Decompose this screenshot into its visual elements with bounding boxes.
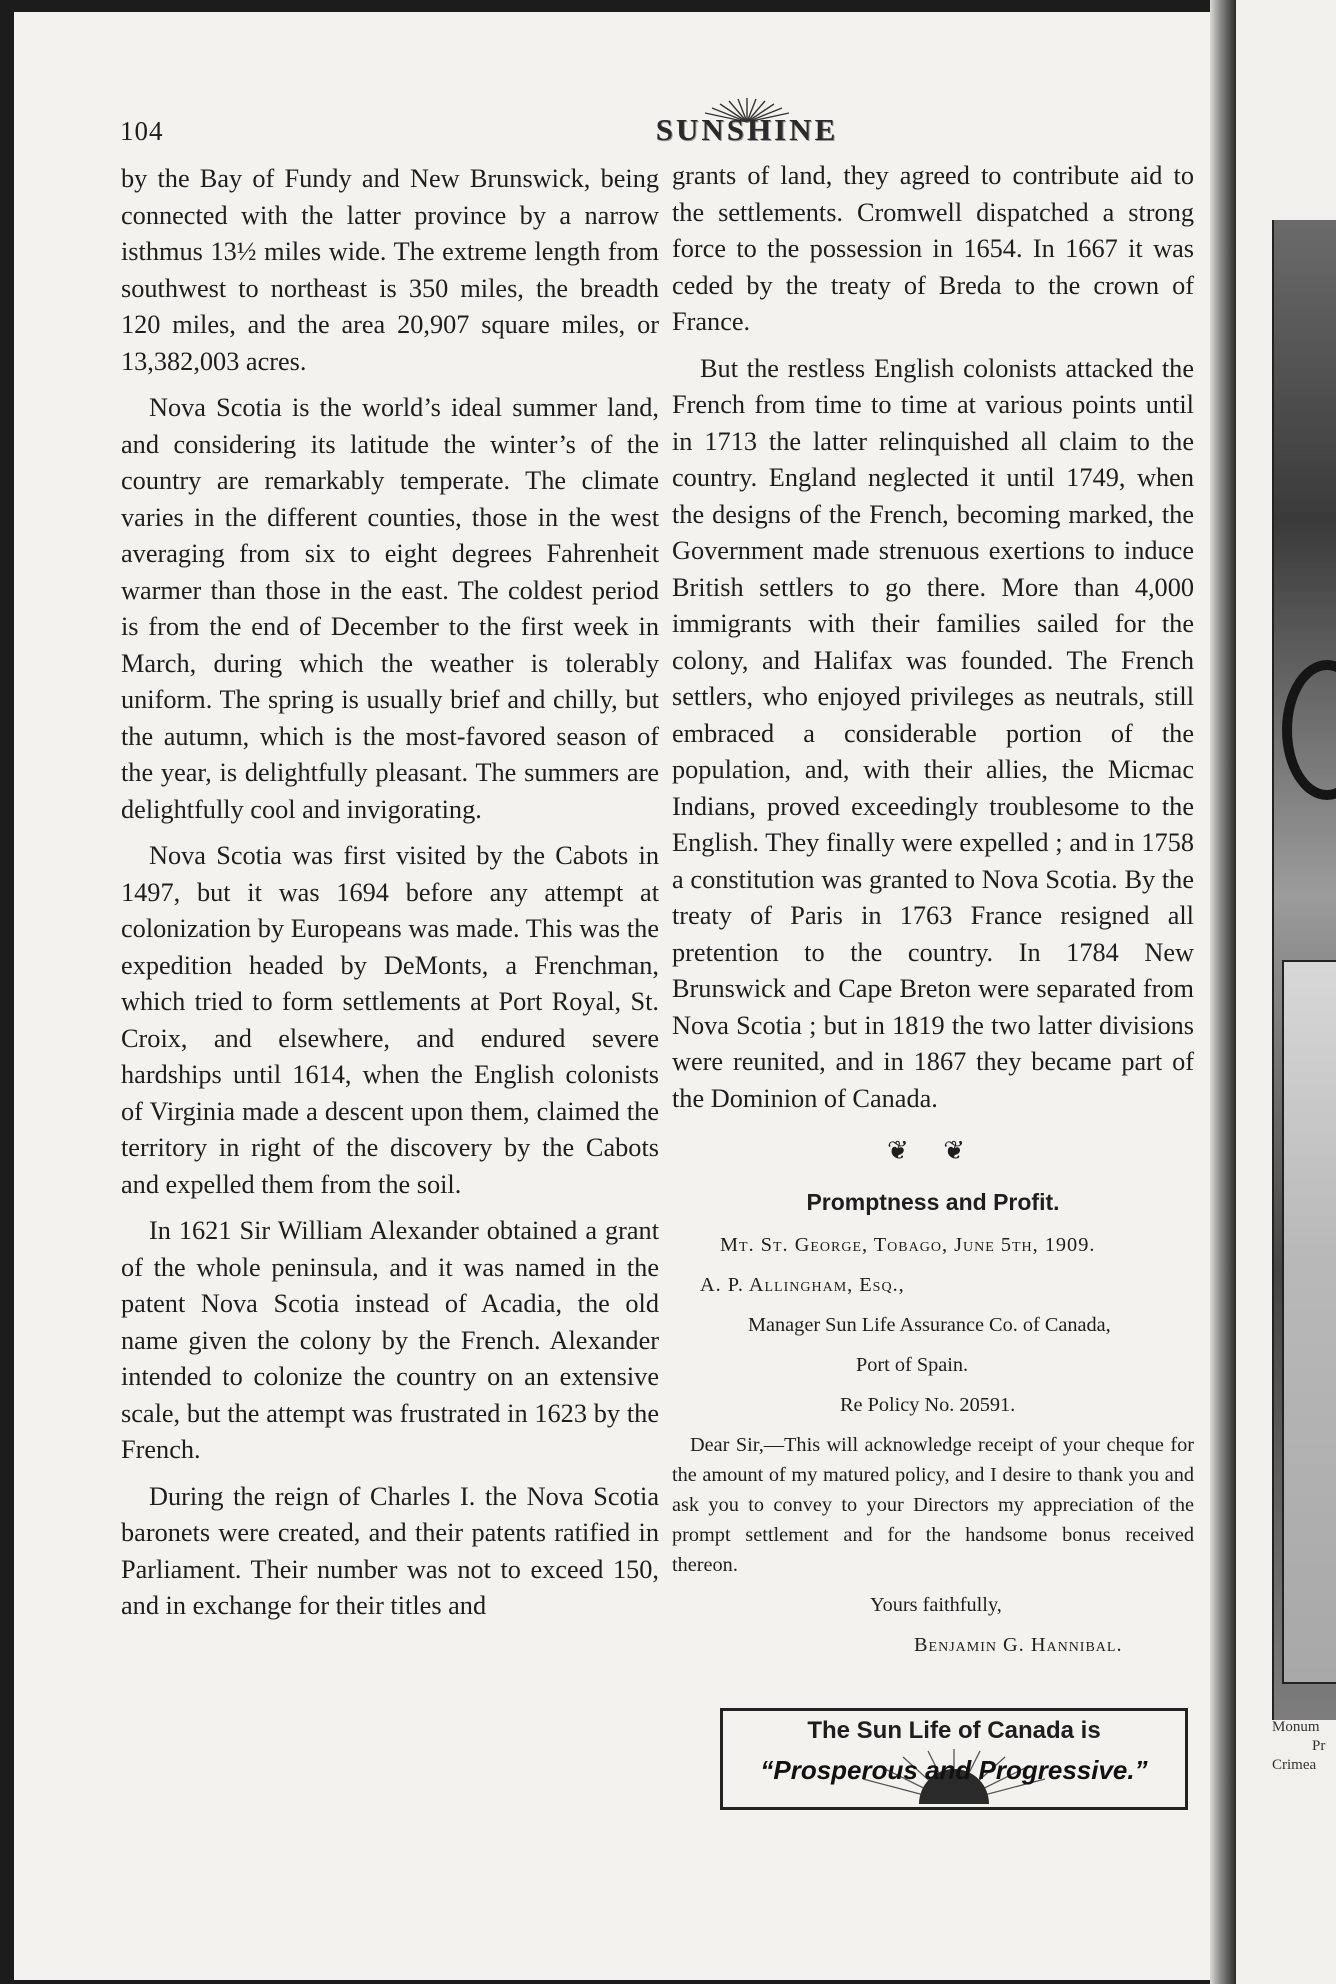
left-column [121,161,659,1625]
photo-inset-frame [1282,960,1336,1684]
letter-policy: Re Policy No. 20591. [840,1394,1016,1416]
letter-body: Dear Sir,—This will acknowledge receipt of your cheque for the amount of my matured policy, and I desire to thank you and ask you to convey to your Directors my appreciation of the prompt settlement and for the handsome bonus received thereon. [672,1434,1194,1576]
facing-page-caption [1272,1718,1336,1775]
slogan-line: “Prosperous and Progressive.” [760,1755,1148,1785]
letter-signature: Benjamin G. Hannibal. [914,1634,1123,1656]
masthead-title: SUNSHINE [655,112,839,147]
caption-line: Crimea [1272,1757,1317,1773]
slogan-box [720,1708,1188,1810]
letter-position: Manager Sun Life Assurance Co. of Canada, [748,1314,1111,1336]
photo-arch-shape [1282,660,1336,800]
caption-line: Pr [1312,1738,1326,1754]
paragraph: by the Bay of Fundy and New Brunswick, being connected with the latter province by a narrow isthmus 13½ miles wide. The extreme length from southwest to northeast is 350 miles, the breadth 120 miles, and the area 20,907 square miles, or 13,382,003 acres. [121,164,659,376]
letter-closing: Yours faithfully, [870,1594,1002,1616]
testimonial-letter [672,1230,1194,1660]
right-column [672,158,1194,1660]
paragraph: But the restless English colonists attacked the French from time to time at various points until in 1713 the latter relinquished all claim to the country. England neglected it until 1749, when the designs of the French, becoming marked, the Government made strenuous exertions to induce British settlers to go there. More than 4,000 immigrants with their families sailed for the colony, and Halifax was founded. The French settlers, who enjoyed privileges as neutrals, still embraced a considerable portion of the population, and, with their allies, the Micmac Indians, proved exceedingly troublesome to the English. They finally were expelled ; and in 1758 a constitution was granted to Nova Scotia. By the treaty of Paris in 1763 France resigned all pretention to the country. In 1784 New Brunswick and Cape Breton were separated from Nova Scotia ; but in 1819 the two latter divisions were reunited, and in 1867 they became part of the Dominion of Canada. [672,353,1194,1113]
book-gutter [1210,0,1236,1984]
masthead [642,96,852,148]
page-number: 104 [120,116,164,146]
paragraph: During the reign of Charles I. the Nova Scotia baronets were created, and their patents ratified in Parliament. Their number was not to exceed 150, and in exchange for their titles and [121,1481,659,1620]
paragraph: In 1621 Sir William Alexander obtained a grant of the whole peninsula, and it was named in the patent Nova Scotia instead of Acadia, the old name given the colony by the French. Alexander intended to colonize the country on an extensive scale, but the attempt was frustrated in 1623 by the French. [121,1216,659,1464]
caption-line: Monum [1272,1719,1320,1735]
slogan-line: The Sun Life of Canada is [807,1717,1101,1744]
paragraph: Nova Scotia was first visited by the Cabots in 1497, but it was 1694 before any attempt at colonization by Europeans was made. This was the expedition headed by DeMonts, a Frenchman, which tried to form settlements at Port Royal, St. Croix, and elsewhere, and endured severe hardships until 1614, when the English colonists of Virginia made a descent upon them, claimed the territory in right of the discovery by the Cabots and expelled them from the soil. [121,841,659,1199]
facing-page-photo [1272,220,1336,1720]
letter-place-date: Mt. St. George, Tobago, June 5th, 1909. [720,1234,1096,1256]
letter-addressee: A. P. Allingham, Esq., [700,1274,905,1296]
letter-city: Port of Spain. [856,1354,969,1376]
page-header [92,96,1202,146]
paragraph: Nova Scotia is the world’s ideal summer land, and considering its latitude the winter’s of the country are remarkably temperate. The climate varies in the different counties, those in the west averaging from six to eight degrees Fahrenheit warmer than those in the east. The coldest period is from the end of December to the first week in March, during which the weather is tolerably uniform. The spring is usually brief and chilly, but the autumn, which is the most-favored season of the year, is delightfully pleasant. The summers are delightfully cool and invigorating. [121,393,659,824]
letter-title: Promptness and Profit. [806,1188,1060,1215]
fleuron-icon: ❦ ❦ [886,1136,980,1165]
paragraph: grants of land, they agreed to contribute aid to the settlements. Cromwell dispatched a strong force to the possession in 1654. In 1667 it was ceded by the treaty of Breda to the crown of France. [672,161,1194,336]
